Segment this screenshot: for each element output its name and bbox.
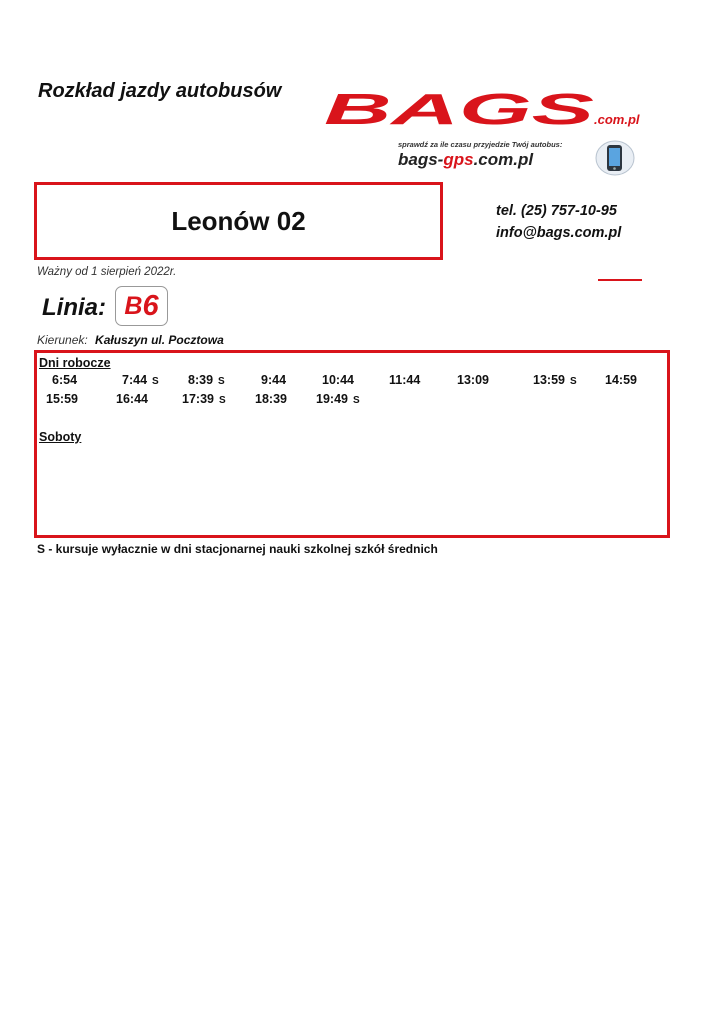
- departure-time-value: 15:59: [46, 392, 78, 406]
- school-day-mark: S: [352, 395, 360, 406]
- departure-time: [322, 373, 354, 387]
- saturdays-title: Soboty: [39, 430, 82, 444]
- departure-time-value: 11:44: [389, 373, 421, 387]
- departure-time-value: 9:44: [261, 373, 287, 387]
- departure-time: [52, 373, 77, 387]
- phone-gps-icon: [594, 140, 636, 176]
- departure-time-value: 16:44: [116, 392, 148, 406]
- svg-text:BAGS: BAGS: [324, 90, 594, 132]
- line-prefix: B: [124, 291, 143, 320]
- departure-time: [122, 373, 159, 387]
- departure-time: [605, 373, 637, 387]
- departure-time-value: 13:59: [533, 373, 565, 387]
- departure-time: [116, 392, 148, 406]
- departure-time: [182, 392, 226, 406]
- contact-phone[interactable]: tel. (25) 757-10-95: [496, 203, 617, 219]
- school-day-mark: S: [569, 376, 577, 387]
- contact-email[interactable]: info@bags.com.pl: [496, 225, 622, 241]
- departure-time-value: 10:44: [322, 373, 354, 387]
- timetable-box: [34, 350, 670, 538]
- departure-time: [316, 392, 360, 406]
- departure-time-value: 17:39: [182, 392, 214, 406]
- school-day-mark: S: [218, 395, 226, 406]
- departure-time: [389, 373, 420, 387]
- departure-time-value: 8:39: [188, 373, 214, 387]
- document-title: Rozkład jazdy autobusów: [38, 80, 282, 102]
- departure-time: [261, 373, 286, 387]
- legend-note: S - kursuje wyłacznie w dni stacjonarnej nauki szkolnej szkół średnich: [37, 542, 438, 556]
- departure-time: [457, 373, 489, 387]
- departure-time-value: 13:09: [457, 373, 489, 387]
- gps-text-part2: gps: [443, 150, 474, 169]
- school-day-mark: S: [218, 376, 225, 387]
- departure-time-value: 6:54: [52, 373, 78, 387]
- bags-logo: [322, 90, 667, 132]
- direction-label: Kierunek:: [37, 333, 88, 347]
- gps-link[interactable]: [398, 150, 533, 170]
- gps-text-part1: bags-: [398, 150, 444, 169]
- gps-text-part3: .com.pl: [473, 150, 534, 169]
- divider-mark: [598, 279, 642, 281]
- line-badge: [115, 286, 168, 326]
- departure-time-value: 19:49: [316, 392, 348, 406]
- line-number: 6: [142, 289, 159, 322]
- departure-time: [533, 373, 577, 387]
- departure-time-value: 18:39: [255, 392, 287, 406]
- school-day-mark: S: [152, 376, 159, 387]
- stop-name-box: [34, 182, 443, 260]
- departure-time-value: 7:44: [122, 373, 148, 387]
- direction: [37, 333, 224, 347]
- line-label: Linia:: [42, 294, 106, 321]
- direction-value: Kałuszyn ul. Pocztowa: [95, 333, 224, 347]
- gps-tagline: sprawdź za ile czasu przyjedzie Twój autobus:: [398, 140, 563, 149]
- departure-time: [255, 392, 287, 406]
- departure-time: [46, 392, 78, 406]
- weekdays-title: Dni robocze: [39, 356, 111, 370]
- departure-time: [188, 373, 225, 387]
- departure-time-value: 14:59: [605, 373, 637, 387]
- svg-text:.com.pl: .com.pl: [594, 112, 640, 127]
- validity-date: Ważny od 1 sierpień 2022r.: [37, 266, 177, 278]
- stop-name: Leonów 02: [171, 205, 306, 236]
